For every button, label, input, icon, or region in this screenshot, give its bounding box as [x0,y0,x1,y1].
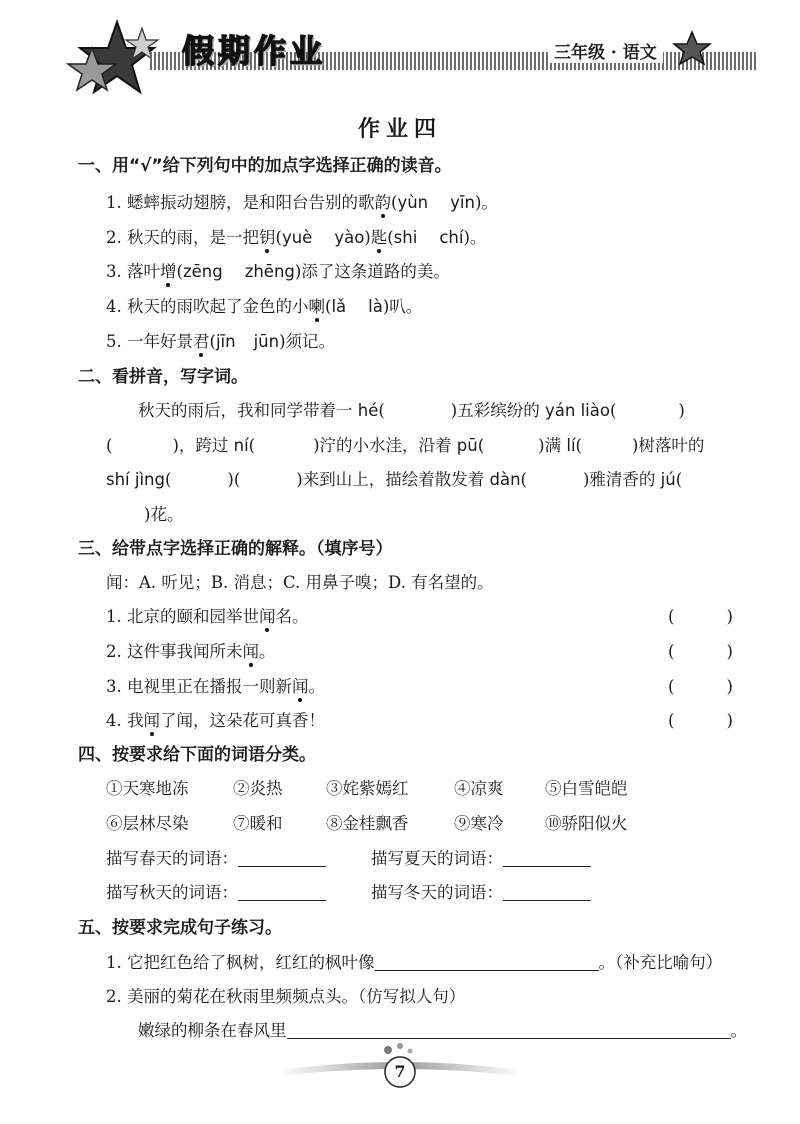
s2-line-3: shí jìng( )( )来到山上，描绘着散发着 dàn( )雅清香的 jú( [106,470,683,489]
s3-definition: 闻：A. 听见；B. 消息；C. 用鼻子嗅；D. 有名望的。 [106,573,494,592]
dotted-char: 喇 [308,297,325,316]
s3-question-3: 3. 电视里正在播报一则新闻。 [106,677,325,696]
s2-line-2: ( )，跨过 ní( )泞的小水洼，沿着 pū( )满 lí( )树落叶的 [106,436,705,455]
word-item: ⑦暖和 [233,814,283,833]
dotted-char: 钥 [259,228,276,247]
s3-question-1: 1. 北京的颐和园举世闻名。 [106,607,309,626]
word-item: ⑩骄阳似火 [545,814,628,833]
s1-question-4: 4. 秋天的雨吹起了金色的小喇(lǎ là)叭。 [106,297,423,316]
word-item: ④凉爽 [454,779,504,798]
header-subtitle: 三年级 · 语文 [548,38,663,63]
section-4-heading: 四、按要求给下面的词语分类。 [78,745,316,765]
section-2-heading: 二、看拼音，写字词。 [78,367,248,387]
s1-question-2: 2. 秋天的雨，是一把钥(yuè yào)匙(shi chí)。 [106,228,487,247]
word-item: ⑥层林尽染 [106,814,189,833]
s1-question-5: 5. 一年好景君(jīn jūn)须记。 [106,332,336,351]
s1-question-1: 1. 蟋蟀振动翅膀，是和阳台告别的歌韵(yùn yīn)。 [106,193,498,212]
summer-blank[interactable] [503,850,591,867]
dotted-char: 增 [160,262,177,281]
dotted-char: 闻 [259,607,276,626]
s2-line-4: )花。 [144,505,184,524]
winter-blank[interactable] [503,884,591,901]
s3-answer-paren-1[interactable]: ( ) [668,607,733,626]
s1-question-3: 3. 落叶增(zēng zhēng)添了这条道路的美。 [106,262,450,281]
dotted-char: 闻 [242,642,259,661]
dotted-char: 闻 [292,677,309,696]
autumn-blank[interactable] [238,884,326,901]
word-item: ①天寒地冻 [106,779,189,798]
dotted-char: 君 [193,332,210,351]
s5-question-2: 2. 美丽的菊花在秋雨里频频点头。（仿写拟人句） [106,987,466,1006]
s3-answer-paren-3[interactable]: ( ) [668,677,733,696]
s5-question-1: 1. 它把红色给了枫树，红红的枫叶像 。（补充比喻句） [106,953,723,972]
spring-words-row: 描写春天的词语： [106,849,326,869]
autumn-words-row: 描写秋天的词语： [106,883,326,903]
word-item: ⑤白雪皑皑 [545,779,628,798]
page-number: 7 [394,1062,406,1081]
spring-blank[interactable] [238,850,326,867]
word-item: ②炎热 [233,779,283,798]
word-item: ③姹紫嫣红 [326,779,409,798]
s3-question-2: 2. 这件事我闻所未闻。 [106,642,276,661]
s3-answer-paren-2[interactable]: ( ) [668,642,733,661]
s2-line-1: 秋天的雨后，我和同学带着一 hé( )五彩缤纷的 yán liào( ) [138,401,685,420]
personification-blank[interactable] [287,1022,731,1039]
s5-question-2-answer: 嫩绿的柳条在春风里 。 [138,1021,747,1040]
s3-question-4: 4. 我闻了闻，这朵花可真香！ [106,711,325,730]
section-5-heading: 五、按要求完成句子练习。 [78,918,282,938]
winter-words-row: 描写冬天的词语： [371,883,591,903]
section-3-heading: 三、给带点字选择正确的解释。（填序号） [78,539,393,559]
dotted-char: 匙 [370,228,388,247]
section-1-heading: 一、用“√”给下列句中的加点字选择正确的读音。 [78,156,452,176]
s3-answer-paren-4[interactable]: ( ) [668,711,733,730]
dotted-char: 韵 [374,193,391,212]
header-title: 假期作业 [182,32,327,70]
word-item: ⑧金桂飘香 [326,814,409,833]
simile-blank[interactable] [375,954,599,971]
word-item: ⑨寒冷 [454,814,504,833]
dotted-char: 闻 [143,711,160,730]
summer-words-row: 描写夏天的词语： [371,849,591,869]
small-star-icon [668,30,716,66]
page-title: 作业四 [357,116,442,142]
